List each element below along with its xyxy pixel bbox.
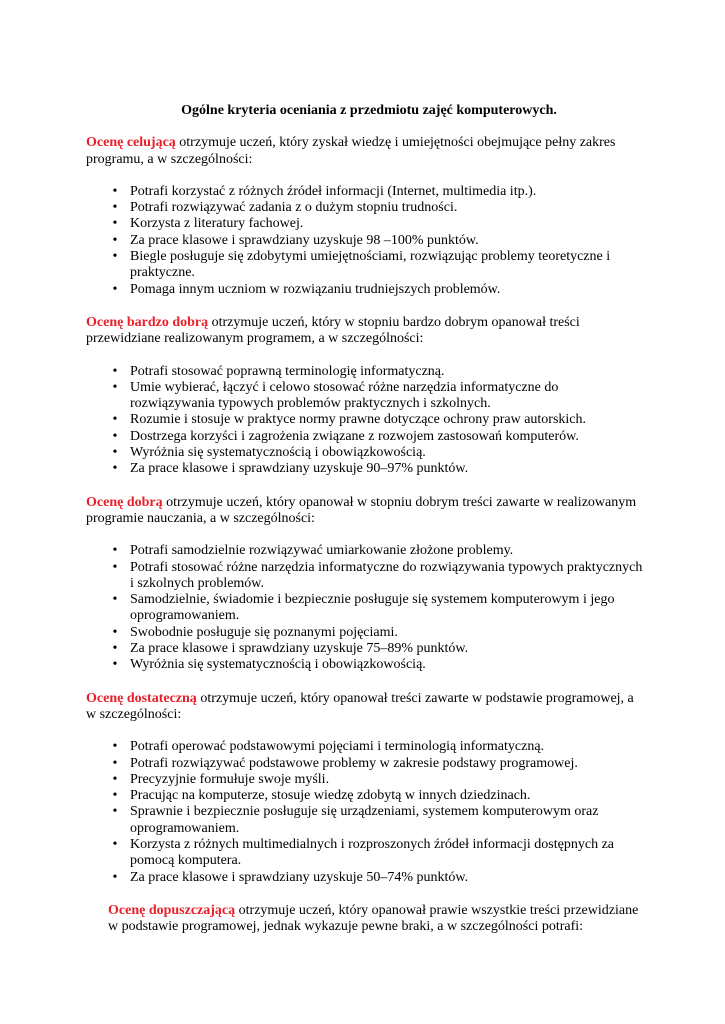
list-item-text: Potrafi operować podstawowymi pojęciami i terminologią informatyczną. [130, 739, 545, 755]
bullet-icon: • [112, 641, 118, 657]
bullet-icon: • [112, 755, 118, 771]
list-item-text: Samodzielnie, świadomie i bezpiecznie posługuje się systemem komputerowym i jego oprogramowaniem. [130, 592, 615, 624]
list-item [86, 282, 646, 298]
list-item [86, 184, 646, 200]
bullet-icon: • [112, 592, 118, 608]
list-item [86, 592, 646, 625]
grade-section [86, 495, 646, 674]
criteria-list [86, 184, 646, 298]
list-item [86, 657, 646, 673]
list-item [86, 200, 646, 216]
list-item-text: Rozumie i stosuje w praktyce normy prawne dotyczące ochrony praw autorskich. [130, 412, 587, 428]
bullet-icon: • [112, 232, 118, 248]
bullet-icon: • [112, 559, 118, 575]
list-item-text: Precyzyjnie formułuje swoje myśli. [130, 771, 330, 787]
list-item [86, 380, 646, 413]
list-item [86, 788, 646, 804]
document-page [86, 103, 646, 951]
document-title: Ogólne kryteria oceniania z przedmiotu zajęć komputerowych. [181, 103, 557, 118]
list-item-text: Za prace klasowe i sprawdziany uzyskuje 98 –100% punktów. [130, 232, 479, 248]
bullet-icon: • [112, 804, 118, 820]
list-item-text: Za prace klasowe i sprawdziany uzyskuje 90–97% punktów. [130, 461, 469, 477]
list-item-text: Potrafi stosować poprawną terminologię informatyczną. [130, 363, 445, 379]
criteria-list [86, 543, 646, 673]
list-item-text: Potrafi samodzielnie rozwiązywać umiarkowanie złożone problemy. [130, 543, 514, 559]
bullet-icon: • [112, 363, 118, 379]
list-item-text: Korzysta z różnych multimedialnych i rozproszonych źródeł informacji dostępnych za pomocą komputera. [130, 836, 614, 869]
grade-label: Ocenę dobrą [86, 494, 163, 510]
bullet-icon: • [112, 445, 118, 461]
section-intro [86, 315, 646, 348]
section-intro [86, 495, 646, 528]
bullet-icon: • [112, 543, 118, 559]
sections-container [86, 135, 646, 951]
section-intro [86, 691, 646, 724]
grade-section [86, 135, 646, 298]
section-intro-text: otrzymuje uczeń, który opanował w stopniu dobrym treści zawarte w realizowanym programie nauczania, a w szczególności: [86, 494, 637, 526]
list-item-text: Dostrzega korzyści i zagrożenia związane z rozwojem zastosowań komputerów. [130, 428, 579, 444]
list-item-text: Korzysta z literatury fachowej. [130, 216, 304, 232]
list-item [86, 364, 646, 380]
section-intro-text: otrzymuje uczeń, który w stopniu bardzo dobrym opanował treści przewidziane realizowanym programem, a w szczególności: [86, 314, 580, 347]
grade-label: Ocenę dostateczną [86, 690, 197, 706]
bullet-icon: • [112, 183, 118, 199]
list-item [86, 756, 646, 772]
list-item [86, 233, 646, 249]
list-item-text: Potrafi rozwiązywać podstawowe problemy w zakresie podstawy programowej. [130, 755, 578, 771]
list-item [86, 216, 646, 232]
bullet-icon: • [112, 428, 118, 444]
list-item [86, 641, 646, 657]
list-item-text: Sprawnie i bezpiecznie posługuje się urządzeniami, systemem komputerowym oraz oprogramowaniem. [130, 804, 599, 836]
section-intro [86, 903, 646, 936]
grade-label: Ocenę dopuszczającą [108, 902, 236, 918]
list-item [86, 772, 646, 788]
grade-section [86, 903, 646, 952]
list-item [86, 837, 646, 870]
criteria-list [86, 739, 646, 886]
grade-section [86, 691, 646, 886]
bullet-icon: • [112, 379, 118, 395]
list-item-text: Wyróżnia się systematycznością i obowiązkowością. [130, 657, 426, 673]
bullet-icon: • [112, 412, 118, 428]
list-item [86, 870, 646, 886]
list-item-text: Pracując na komputerze, stosuje wiedzę zdobytą w innych dziedzinach. [130, 788, 531, 804]
grade-label: Ocenę celującą [86, 135, 176, 151]
list-item-text: Potrafi korzystać z różnych źródeł informacji (Internet, multimedia itp.). [130, 183, 537, 199]
bullet-icon: • [112, 836, 118, 852]
list-item [86, 804, 646, 837]
bullet-icon: • [112, 657, 118, 673]
bullet-icon: • [112, 200, 118, 216]
list-item [86, 249, 646, 282]
list-item [86, 543, 646, 559]
bullet-icon: • [112, 869, 118, 885]
list-item [86, 412, 646, 428]
list-item-text: Za prace klasowe i sprawdziany uzyskuje 75–89% punktów. [130, 641, 469, 657]
bullet-icon: • [112, 249, 118, 265]
section-intro-text: otrzymuje uczeń, który opanował treści zawarte w podstawie programowej, a w szczególności: [86, 690, 634, 722]
bullet-icon: • [112, 216, 118, 232]
list-item [86, 461, 646, 477]
list-item-text: Za prace klasowe i sprawdziany uzyskuje 50–74% punktów. [130, 869, 469, 885]
bullet-icon: • [112, 739, 118, 755]
grade-section [86, 315, 646, 478]
grade-label: Ocenę bardzo dobrą [86, 314, 209, 330]
list-item-text: Pomaga innym uczniom w rozwiązaniu trudniejszych problemów. [130, 281, 501, 297]
bullet-icon: • [112, 771, 118, 787]
bullet-icon: • [112, 461, 118, 477]
list-item-text: Biegle posługuje się zdobytymi umiejętnościami, rozwiązując problemy teoretyczne i praktyczne. [130, 249, 611, 281]
list-item-text: Potrafi stosować różne narzędzia informatyczne do rozwiązywania typowych praktycznych i szkolnych problemów. [130, 559, 643, 591]
list-item-text: Swobodnie posługuje się poznanymi pojęciami. [130, 624, 398, 640]
section-intro-text: otrzymuje uczeń, który zyskał wiedzę i umiejętności obejmujące pełny zakres programu, a w szczególności: [86, 135, 616, 167]
list-item-text: Umie wybierać, łączyć i celowo stosować różne narzędzia informatyczne do rozwiązywania typowych problemów praktycznych i szkolnych. [130, 379, 559, 412]
criteria-list [86, 364, 646, 478]
list-item-text: Potrafi rozwiązywać zadania z o dużym stopniu trudności. [130, 200, 458, 216]
bullet-icon: • [112, 281, 118, 297]
list-item [86, 429, 646, 445]
list-item [86, 739, 646, 755]
list-item [86, 560, 646, 593]
list-item-text: Wyróżnia się systematycznością i obowiązkowością. [130, 445, 426, 461]
list-item [86, 625, 646, 641]
section-intro [86, 135, 646, 168]
list-item [86, 445, 646, 461]
bullet-icon: • [112, 788, 118, 804]
section-intro-text: otrzymuje uczeń, który opanował prawie wszystkie treści przewidziane w podstawie programowej, jednak wykazuje pewne braki, a w szczególności potrafi: [108, 902, 639, 935]
bullet-icon: • [112, 624, 118, 640]
